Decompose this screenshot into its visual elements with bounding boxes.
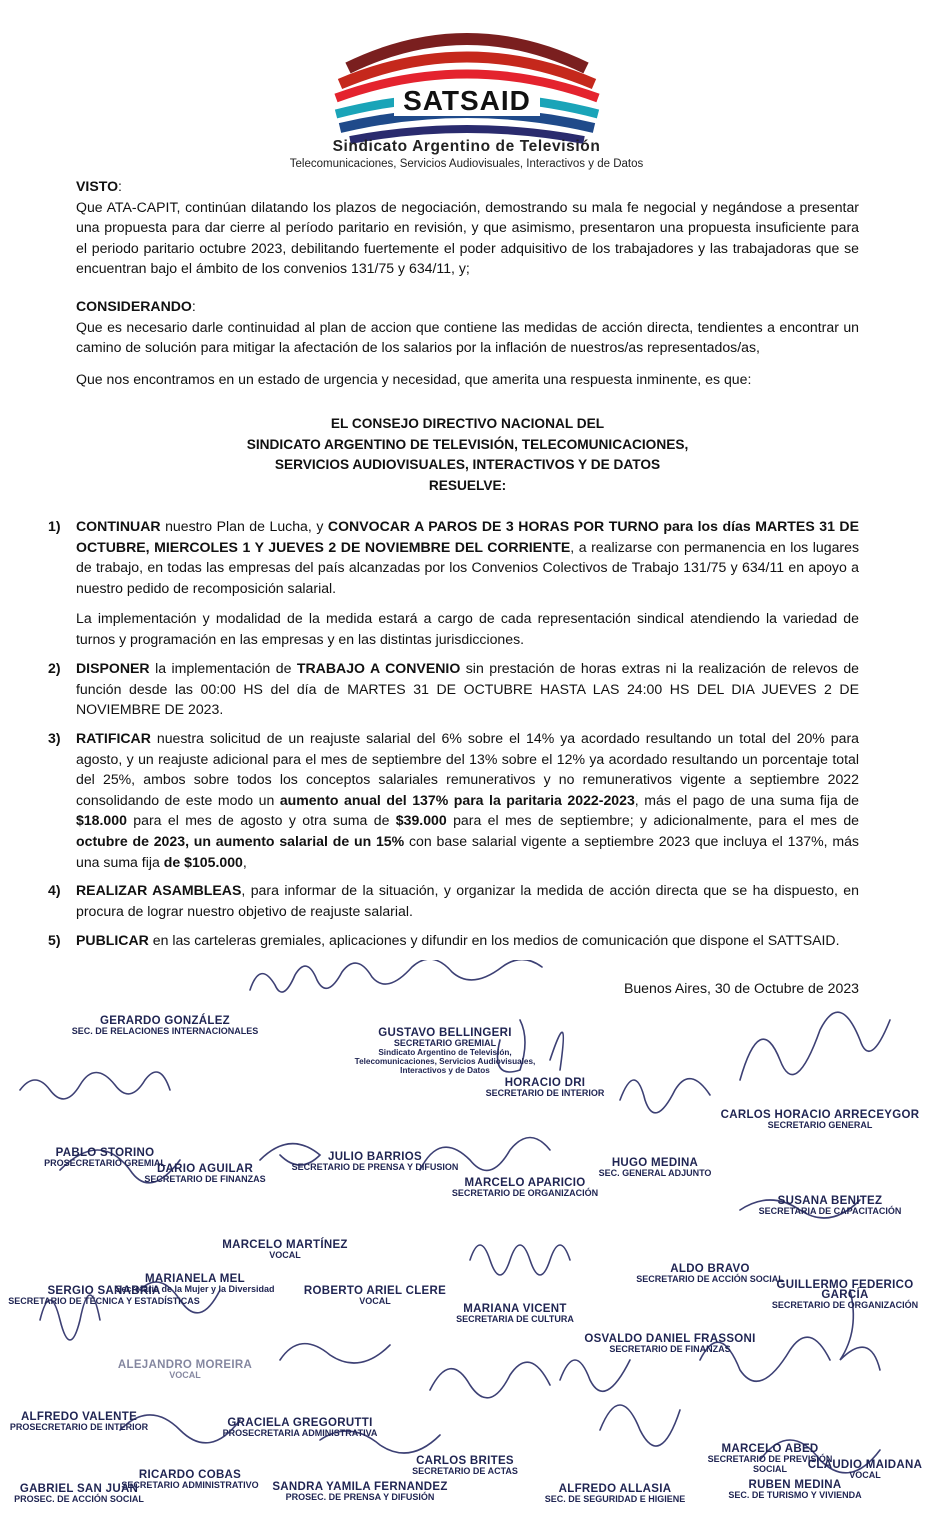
signatory-role: SECRETARIO DE ORGANIZACIÓN: [771, 1300, 919, 1310]
signatory-name: OSVALDO DANIEL FRASSONI: [584, 1333, 756, 1345]
signature-block: [540, 1484, 690, 1504]
title-line-3: SERVICIOS AUDIOVISUALES, INTERACTIVOS Y DE DATOS: [274, 457, 661, 472]
signature-block: [800, 1460, 930, 1480]
satsaid-logo: [328, 28, 606, 154]
signatory-name: PABLO STORINO: [55, 1147, 155, 1159]
signature-block: [450, 1178, 600, 1198]
signatory-name: CARLOS BRITES: [416, 1455, 514, 1467]
signatory-role: PROSECRETARIO GREMIAL: [44, 1158, 166, 1168]
signatory-name: SERGIO SANABRIA: [47, 1285, 161, 1297]
considerando-text-1: Que es necesario darle continuidad al plan de accion que contiene las medidas de acción directa, tendientes a encontrar un camino de solución para mitigar la afectación de los salarios por la inflación de nuestros/as representados/as,: [76, 318, 859, 356]
signatory-name: HORACIO DRI: [504, 1077, 586, 1089]
item-number: 4): [48, 882, 61, 898]
item-3-text-f: para el mes de agosto y otra suma de: [126, 812, 396, 829]
signatory-role: SECRETARIA DE CULTURA: [456, 1314, 574, 1324]
signatory-role: SECRETARIO DE INTERIOR: [485, 1088, 605, 1098]
item-3-text-h: para el mes de septiembre; y adicionalmente, para el mes de: [446, 812, 859, 829]
item-3-text-d: , más el pago de una suma fija de: [634, 791, 859, 808]
signatory-name: GUSTAVO BELLINGERI: [378, 1027, 512, 1039]
signatory-role: VOCAL: [849, 1470, 881, 1480]
signatory-name: MARIANA VICENT: [463, 1303, 567, 1315]
signature-block: [70, 1016, 260, 1036]
signatory-name: CLAUDIO MAIDANA: [807, 1459, 923, 1471]
considerando-section: CONSIDERANDO: Que es necesario darle continuidad al plan de accion que contiene las medidas de acción directa, tendientes a encontrar un camino de solución para mitigar la afectación de los salarios por la inflación de nuestros/as representados/as, Que nos encontramos en un estado de urgencia y necesidad, que amerita una respuesta inminente, es que:: [76, 296, 859, 389]
item-4-text-b: , para informar de la situación, y organizar la medida de acción directa que se ha dispuesto, en procura de lograr nuestro objetivo de reajuste salarial.: [76, 882, 859, 919]
signatory-role: SECRETARIO DE TÉCNICA Y ESTADÍSTICAS: [8, 1296, 200, 1306]
signatory-role: VOCAL: [269, 1250, 301, 1260]
signature-block: [400, 1456, 530, 1476]
signatory-role: VOCAL: [169, 1370, 201, 1380]
signature-block: [220, 1418, 380, 1438]
item-2-verb: DISPONER: [76, 660, 150, 676]
signatory-role: SECRETARIO ADMINISTRATIVO: [121, 1480, 259, 1490]
resolution-title: [76, 414, 859, 496]
item-2-text-d: sin prestación de horas extras ni la realización de relevos de función desde las 00:00 HS del día de MARTES 31 DE OCTUBRE HASTA LAS 24:00 HS DEL DIA JUEVES 2 DE NOVIEMBRE DE 2023.: [76, 660, 859, 718]
item-3-text-e: $18.000: [76, 812, 127, 829]
signatory-role: SECRETARIO DE FINANZAS: [609, 1344, 731, 1354]
signatory-role: SECRETARIO DE ORGANIZACIÓN: [451, 1188, 599, 1198]
signatory-role: SECRETARIO GREMIAL: [393, 1038, 497, 1048]
signatory-name: MARIANELA MEL: [145, 1273, 245, 1285]
signatory-name: GUILLERMO FEDERICO GARCÍA: [776, 1279, 914, 1301]
signatory-role: SEC. DE TURISMO Y VIVIENDA: [728, 1490, 862, 1500]
item-3-text-k: de $105.000: [163, 853, 243, 870]
signatory-name: CARLOS HORACIO ARRECEYGOR: [720, 1109, 920, 1121]
item-3-text-j: con base salarial vigente a septiembre 2023 que incluya el 137%, más una suma fija: [76, 832, 859, 870]
item-5-verb: PUBLICAR: [76, 932, 149, 948]
document-date: Buenos Aires, 30 de Octubre de 2023: [623, 980, 859, 996]
org-name: Sindicato Argentino de Televisión: [332, 138, 601, 155]
resolution-item-1: [48, 516, 859, 650]
signature-block: [290, 1286, 460, 1306]
item-3-text-g: $39.000: [395, 812, 447, 829]
signatory-role: SECRETARIO DE FINANZAS: [144, 1174, 266, 1184]
logo-text: SATSAID: [403, 85, 531, 116]
title-line-4: RESUELVE:: [428, 477, 507, 493]
signature-block: [760, 1280, 930, 1310]
signatures-area: [0, 960, 933, 1536]
item-1-verb: CONTINUAR: [76, 518, 161, 534]
signature-block: [210, 1240, 360, 1260]
signatory-role: SECRETARIO DE ACCIÓN SOCIAL: [636, 1274, 784, 1284]
signatory-role: VOCAL: [359, 1296, 391, 1306]
signatory-name: ROBERTO ARIEL CLERE: [303, 1285, 447, 1297]
item-1-text-b: nuestro Plan de Lucha, y: [160, 518, 328, 534]
signatory-name: ALFREDO ALLASIA: [558, 1483, 672, 1495]
item-number: 1): [48, 518, 61, 534]
signature-block: [290, 1152, 460, 1172]
signatory-name: SANDRA YAMILA FERNANDEZ: [272, 1481, 448, 1493]
resolution-item-3: [48, 728, 859, 872]
signatory-name: MARCELO MARTÍNEZ: [222, 1239, 348, 1251]
item-2-text-c: TRABAJO A CONVENIO: [296, 660, 461, 676]
item-4-verb: REALIZAR ASAMBLEAS: [76, 882, 242, 898]
org-subtitle: Telecomunicaciones, Servicios Audiovisuales, Interactivos y de Datos: [289, 158, 644, 170]
signature-block: [580, 1158, 730, 1178]
item-3-text-i: octubre de 2023, un aumento salarial de un 15%: [76, 832, 405, 849]
signature-block: [130, 1164, 280, 1184]
visto-heading: VISTO: [76, 178, 119, 194]
signatory-role: PROSEC. DE PRENSA Y DIFUSIÓN: [285, 1492, 435, 1502]
signatory-role: SEC. GENERAL ADJUNTO: [598, 1168, 712, 1178]
visto-text: Que ATA-CAPIT, continúan dilatando los plazos de negociación, demostrando su mala fe negocial y negándose a presentar una propuesta para dar cierre al período paritario en revisión, y que asimismo, presentaron una propuesta insuficiente para el periodo paritario octubre 2023, debilitando fuertemente el poder adquisitivo de los trabajadores y las trabajadoras que se encuentran bajo el ámbito de los convenios 131/75 y 634/11, y;: [76, 198, 859, 277]
signatory-role: SECRETARIO DE ACTAS: [412, 1466, 518, 1476]
signatory-name: MARCELO APARICIO: [464, 1177, 586, 1189]
signatory-role: SECRETARIO DE PREVISIÓN SOCIAL: [707, 1454, 833, 1474]
signature-block: [720, 1110, 920, 1130]
signature-block: [470, 1078, 620, 1098]
signatory-name: RUBEN MEDINA: [748, 1479, 842, 1491]
item-3-text-c: aumento anual del 137% para la paritaria 2022-2023: [279, 791, 635, 808]
logo-arches-icon: [328, 28, 606, 154]
item-1-paragraph-2: La implementación y modalidad de la medida estará a cargo de cada representación sindical atendiendo la variedad de turnos y programación en las empresas y en las distintas jurisdicciones.: [76, 610, 859, 647]
item-1-text-c: CONVOCAR A PAROS DE 3 HORAS POR TURNO para los días MARTES 31 DE OCTUBRE, MIERCOLES 1 Y JUEVES 2 DE NOVIEMBRE DEL CORRIENTE: [76, 518, 859, 555]
item-number: 5): [48, 932, 61, 948]
signature-block: [720, 1480, 870, 1500]
signatory-role: SEC. DE RELACIONES INTERNACIONALES: [71, 1026, 259, 1036]
signature-block: [4, 1412, 154, 1432]
signatory-name: ALEJANDRO MOREIRA: [117, 1359, 253, 1371]
signature-block: [740, 1196, 920, 1216]
signatory-name: RICARDO COBAS: [138, 1469, 242, 1481]
signatory-name: GRACIELA GREGORUTTI: [227, 1417, 373, 1429]
item-number: 3): [48, 730, 61, 746]
resolution-item-4: [48, 880, 859, 921]
considerando-heading: CONSIDERANDO: [76, 298, 192, 314]
resolution-item-2: [48, 658, 859, 720]
stamp-org: Sindicato Argentino de Televisión, Telecomunicaciones, Servicios Audiovisuales, Interactivos y de Datos: [354, 1048, 536, 1075]
signatory-name: HUGO MEDINA: [611, 1157, 699, 1169]
signature-block: [440, 1304, 590, 1324]
item-2-text-b: la implementación de: [149, 660, 297, 676]
signature-block: [110, 1360, 260, 1380]
item-3-text-l: ,: [242, 853, 247, 870]
signatory-name: JULIO BARRIOS: [328, 1151, 422, 1163]
visto-section: VISTO: Que ATA-CAPIT, continúan dilatando los plazos de negociación, demostrando su mala fe negocial y negándose a presentar una propuesta para dar cierre al período paritario en revisión, y que asimismo, presentaron una propuesta insuficiente para el periodo paritario octubre 2023, debilitando fuertemente el poder adquisitivo de los trabajadores y las trabajadoras que se encuentran bajo el ámbito de los convenios 131/75 y 634/11, y;: [76, 176, 859, 279]
signatory-name: SUSANA BENITEZ: [777, 1195, 883, 1207]
title-line-1: EL CONSEJO DIRECTIVO NACIONAL DEL: [330, 416, 605, 431]
item-3-verb: RATIFICAR: [76, 730, 151, 746]
signatory-name: GABRIEL SAN JUAN: [19, 1483, 139, 1495]
item-5-text-b: en las carteleras gremiales, aplicaciones y difundir en los medios de comunicación que dispone el SATTSAID.: [148, 932, 840, 948]
resolution-item-5: [48, 930, 859, 951]
signatory-role: PROSECRETARIA ADMINISTRATIVA: [222, 1428, 378, 1438]
item-number: 2): [48, 660, 61, 676]
signature-block: [4, 1484, 154, 1504]
signature-block: [4, 1286, 204, 1306]
signatory-role: SECRETARIA DE CAPACITACIÓN: [758, 1206, 902, 1216]
title-line-2: SINDICATO ARGENTINO DE TELEVISIÓN, TELECOMUNICACIONES,: [246, 436, 689, 452]
considerando-text-2: Que nos encontramos en un estado de urgencia y necesidad, que amerita una respuesta inminente, es que:: [76, 370, 752, 387]
signature-block: [270, 1482, 450, 1502]
signatory-name: GERARDO GONZÁLEZ: [99, 1015, 231, 1027]
signature-block: [580, 1334, 760, 1354]
signatory-name: ALDO BRAVO: [670, 1263, 750, 1275]
signatory-role: SEC. DE SEGURIDAD E HIGIENE: [544, 1494, 686, 1504]
signatory-role: Secretaria de la Mujer y la Diversidad: [115, 1284, 275, 1294]
signatory-role: SECRETARIO GENERAL: [767, 1120, 873, 1130]
signatory-name: MARCELO ABED: [721, 1443, 819, 1455]
item-1-text-d: , a realizarse con permanencia en los lugares de trabajo, en todas las empresas del país alcanzadas por los Convenios Colectivos de Trabajo 131/75 y 634/11 en apoyo a nuestro pedido de recomposición salarial.: [76, 538, 859, 596]
signatory-role: PROSECRETARIO DE INTERIOR: [9, 1422, 149, 1432]
signatory-role: SECRETARIO DE PRENSA Y DIFUSION: [291, 1162, 459, 1172]
signatory-name: DARIO AGUILAR: [156, 1163, 254, 1175]
signatory-role: PROSEC. DE ACCIÓN SOCIAL: [14, 1494, 144, 1504]
item-3-text-b: nuestra solicitud de un reajuste salarial del 6% sobre el 14% ya acordado resultando un total del 20% para agosto, y un reajuste adicional para el mes de septiembre del 13% sobre el 12% ya acordado resultando un porcentaje total del 25%, ambos sobre todos los conceptos salariales remunerativos y no remunerativos vigente a septiembre 2022 consolidando de este modo un: [76, 730, 859, 808]
signatory-name: ALFREDO VALENTE: [20, 1411, 138, 1423]
signature-block: [350, 1028, 540, 1075]
